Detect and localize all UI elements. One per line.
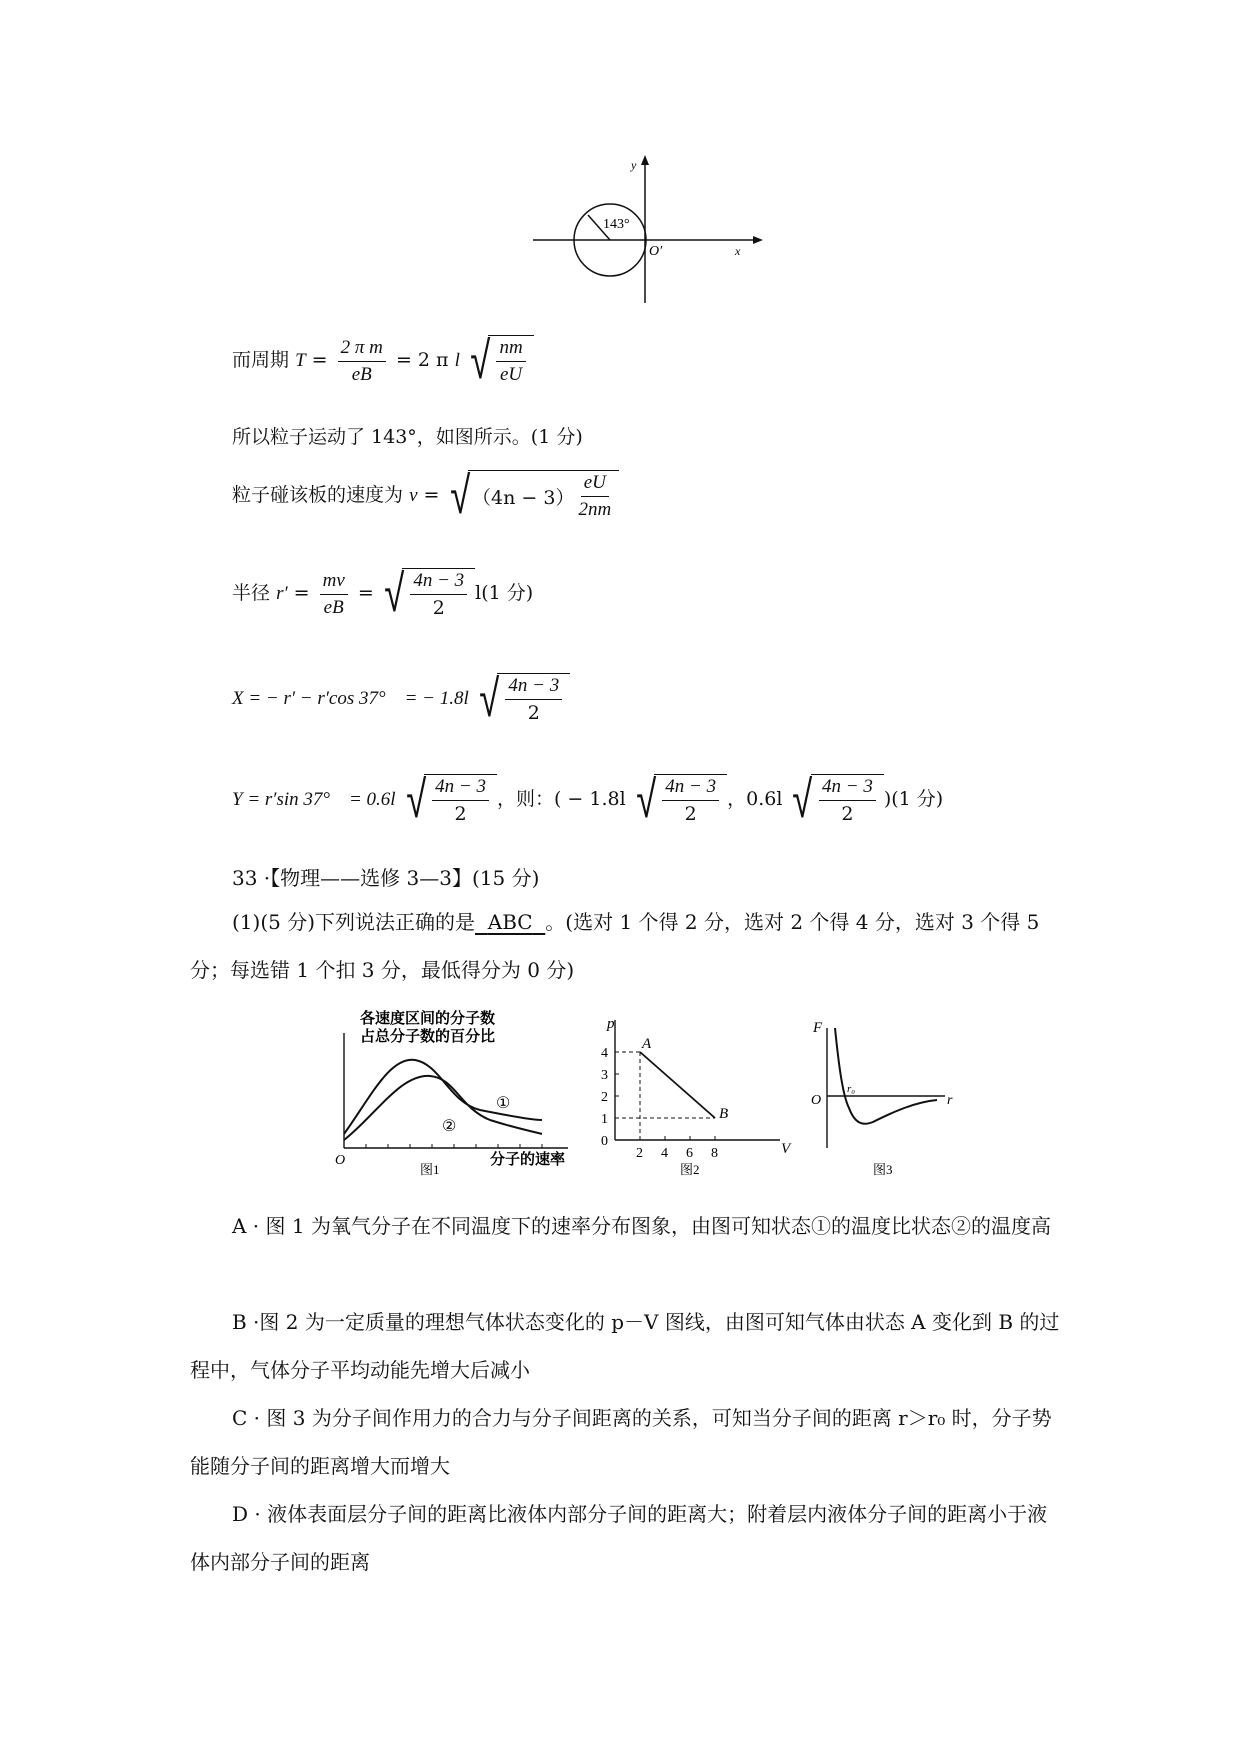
fig2-y-tick-label: 4: [601, 1046, 608, 1061]
fig2-marks: [601, 1020, 780, 1161]
fig3-force-curve: [835, 1028, 937, 1124]
fig3-r0: r₀: [847, 1083, 856, 1095]
period-sqrt: √ $\frac{nm}{eU}$: [466, 335, 534, 387]
fig1-origin: O: [335, 1153, 346, 1168]
fig2-process-line: [640, 1052, 715, 1118]
circle-diagram: [525, 155, 770, 305]
fig3-ylabel: F: [813, 1020, 823, 1036]
x-axis-label: x: [735, 244, 741, 258]
fig3-caption: 图3: [873, 1162, 893, 1177]
section-title: 33 ·【物理——选修 3—3】(15 分): [232, 866, 540, 890]
x-axis-arrow: [753, 236, 763, 244]
motion-line: 所以粒子运动了 143°，如图所示。(1 分): [232, 426, 583, 448]
figure-2: [585, 1008, 800, 1178]
figure-3: [805, 1008, 965, 1178]
fig3-origin: O: [811, 1093, 822, 1108]
fig1-ylabel-line1: 各速度区间的分子数: [360, 1011, 496, 1027]
fig3-xlabel: r: [947, 1093, 953, 1108]
fig2-x-tick-label: 2: [636, 1146, 643, 1161]
fig2-x-tick-label: 8: [711, 1146, 718, 1161]
period-line: 而周期 T = $\frac{\text{2 π m}}{eB}$ = 2 π l √ $\frac{nm}{eU}$: [232, 335, 534, 387]
fig2-xlabel: V: [781, 1141, 791, 1157]
fig2-point-a: A: [642, 1036, 652, 1052]
origin-label: O′: [649, 244, 663, 259]
fig1-ylabel-line2: 占总分子数的百分比: [360, 1029, 496, 1045]
question-1: (1)(5 分)下列说法正确的是 ABC 。(选对 1 个得 2 分，选对 2 个得 4 分，选对 3 个得 5 分；每选错 1 个扣 3 分，最低得分为 0 分): [190, 910, 1040, 982]
fig1-curve-2-label: ②: [442, 1118, 457, 1135]
period-fraction: $\frac{\text{2 π m}}{eB}$: [338, 337, 386, 386]
fig1-caption: 图1: [420, 1162, 440, 1177]
option-d: D · 液体表面层分子间的距离比液体内部分子间的距离大；附着层内液体分子间的距离小于液体内部分子间的距离: [190, 1502, 1048, 1574]
answer: ABC: [487, 910, 533, 934]
fig2-x-tick-label: 4: [661, 1146, 668, 1161]
velocity-line: 粒子碰该板的速度为 v = √ （4n − 3） $\frac{eU}{2nm}$: [232, 470, 619, 522]
y-axis-arrow: [641, 155, 649, 165]
fig2-ylabel: p: [607, 1016, 615, 1032]
radius-line: 半径 r′ = $\frac{mv}{eB}$ = √ $\frac{4n - 3}{2}$ l(1 分): [232, 564, 534, 624]
y-axis-label: y: [631, 158, 637, 172]
y-line: Y = r′sin 37° = 0.6l √ $\frac{4n - 3}{2}$ ，则：( − 1.8l √ $\frac{4n - 3}{2}$ ，0.6l √ $\frac{4n - 3}{2}$ )(1 分): [232, 770, 944, 830]
fig2-y-tick-label: 3: [601, 1068, 608, 1083]
fig2-y-tick-label: 2: [601, 1090, 608, 1105]
fig2-y-tick-label: 0: [601, 1134, 608, 1149]
fig1-xlabel: 分子的速率: [490, 1152, 566, 1168]
fig1-curve-1-label: ①: [496, 1095, 511, 1112]
figure-1: [330, 1008, 575, 1178]
option-a: A · 图 1 为氧气分子在不同温度下的速率分布图象，由图可知状态①的温度比状态②的温度高: [232, 1214, 1051, 1238]
x-line: X = − r′ − r′cos 37° = − 1.8l √ $\frac{4n - 3}{2}$: [232, 673, 570, 725]
angle-label: 143°: [603, 217, 630, 232]
fig2-point-b: B: [719, 1106, 729, 1122]
fig2-y-tick-label: 1: [601, 1112, 608, 1127]
option-c: C · 图 3 为分子间作用力的合力与分子间距离的关系，可知当分子间的距离 r＞r₀ 时，分子势能随分子间的距离增大而增大: [190, 1406, 1052, 1478]
fig2-x-tick-label: 6: [686, 1146, 693, 1161]
velocity-sqrt: √ （4n − 3） $\frac{eU}{2nm}$: [446, 470, 620, 522]
fig2-caption: 图2: [680, 1162, 700, 1177]
option-b: B ·图 2 为一定质量的理想气体状态变化的 p－V 图线，由图可知气体由状态 A 变化到 B 的过程中，气体分子平均动能先增大后减小: [190, 1310, 1060, 1382]
